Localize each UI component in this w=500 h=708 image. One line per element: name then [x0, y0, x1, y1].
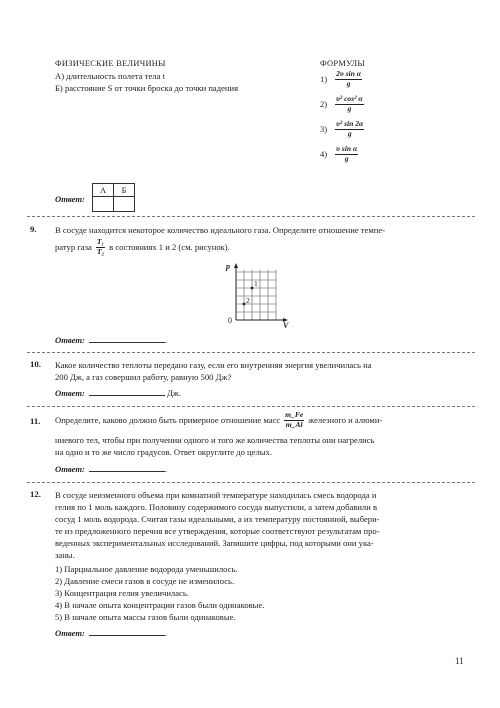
q11-answer: Ответ: . — [55, 464, 168, 474]
q10-number: 10. — [30, 359, 41, 369]
q9-answer: Ответ: . — [55, 335, 168, 345]
left-item-b: Б) расстояние S от точки броска до точки падения — [55, 83, 239, 93]
q9-answer-blank[interactable] — [89, 333, 165, 343]
q9-number: 9. — [30, 224, 37, 234]
answer-table — [92, 183, 135, 212]
formula-1: 1) $\frac{\text{2υ sin α}}{g}$ — [320, 69, 361, 88]
formula-2: 2) $\frac{\text{υ² cos² α}}{g}$ — [320, 94, 363, 113]
matching-answer-label: Ответ: — [55, 194, 85, 204]
q12-number: 12. — [30, 489, 41, 499]
q11-answer-blank[interactable] — [89, 462, 165, 472]
left-item-a: А) длительность полета тела t — [55, 71, 165, 81]
q11-number: 11. — [30, 416, 41, 426]
answer-cell-b[interactable] — [114, 197, 135, 212]
q10-text-line2: 200 Дж, а газ совершил работу, равную 500 Дж? — [55, 372, 232, 382]
pv-diagram — [228, 262, 290, 332]
q12-option-5: 5) В начале опыта массы газов были одинаковые. — [55, 612, 236, 622]
answer-cell-a[interactable] — [93, 197, 114, 212]
table-header-b: Б — [114, 184, 135, 197]
q12-answer: Ответ: . — [55, 628, 168, 638]
q9-text-line2: ратур газа $\frac{\text{T₁}}{\text{T₂}}$ в состояниях 1 и 2 (см. рисунок). — [55, 237, 230, 256]
formula-4: 4) $\frac{\text{υ sin α}}{g}$ — [320, 144, 358, 163]
q12-option-4: 4) В начале опыта концентрации газов были одинаковые. — [55, 600, 265, 610]
state-1-point — [251, 287, 254, 290]
table-header-a: А — [93, 184, 114, 197]
q10-answer: Ответ: Дж. — [55, 388, 181, 398]
axis-v-label: V — [283, 321, 289, 330]
page-number: 11 — [455, 656, 464, 666]
q12-option-3: 3) Концентрация гелия увеличилась. — [55, 588, 189, 598]
q10-answer-blank[interactable] — [89, 386, 165, 396]
origin-label: 0 — [228, 316, 232, 325]
axis-p-label: p — [226, 262, 230, 271]
q12-option-1: 1) Парциальное давление водорода уменьшилось. — [55, 564, 238, 574]
q11-text-line2: ниевого тел, чтобы при получении одного и того же количества теплоты они нагрелись — [55, 435, 375, 445]
q10-text-line1: Какое количество теплоты передано газу, если его внутренняя энергия увеличилась на — [55, 360, 372, 370]
q9-text-line1: В сосуде находится некоторое количество идеального газа. Определите отношение темпе- — [55, 225, 386, 235]
q11-text-line3: на одно и то же число градусов. Ответ округлите до целых. — [55, 447, 272, 457]
q12-options — [55, 563, 264, 623]
left-heading: ФИЗИЧЕСКИЕ ВЕЛИЧИНЫ — [55, 59, 166, 68]
q12-text: В сосуде неизменного объема при комнатной температуре находилась смесь водорода и гелия по 1 моль каждого. Половину содержимого сосуда выпустили, а затем добавили в сосуд 1 моль водорода. Считая газы идеальными, а их температуру постоянной, выбери- те из предложенного перечня все утверждения, которые соответствуют результатам про- веденных экспериментальных исследований. Запишите цифры, под которыми они ука- заны. — [55, 490, 380, 560]
q12-answer-blank[interactable] — [89, 626, 165, 636]
state-2-point — [243, 303, 246, 306]
divider — [27, 482, 475, 483]
state-1-label: 1 — [254, 279, 258, 288]
formula-3: 3) $\frac{\text{υ² sin 2α}}{g}$ — [320, 119, 364, 138]
divider — [27, 352, 475, 353]
q11-text-line1: Определите, каково должно быть примерное отношение масс $\frac{m\_Fe}{m\_Al}$ железного и алюми- — [55, 410, 383, 429]
divider — [27, 216, 475, 217]
divider — [27, 406, 475, 407]
q12-option-2: 2) Давление смеси газов в сосуде не изменилось. — [55, 576, 235, 586]
right-heading: ФОРМУЛЫ — [320, 59, 365, 68]
state-2-label: 2 — [246, 296, 250, 305]
